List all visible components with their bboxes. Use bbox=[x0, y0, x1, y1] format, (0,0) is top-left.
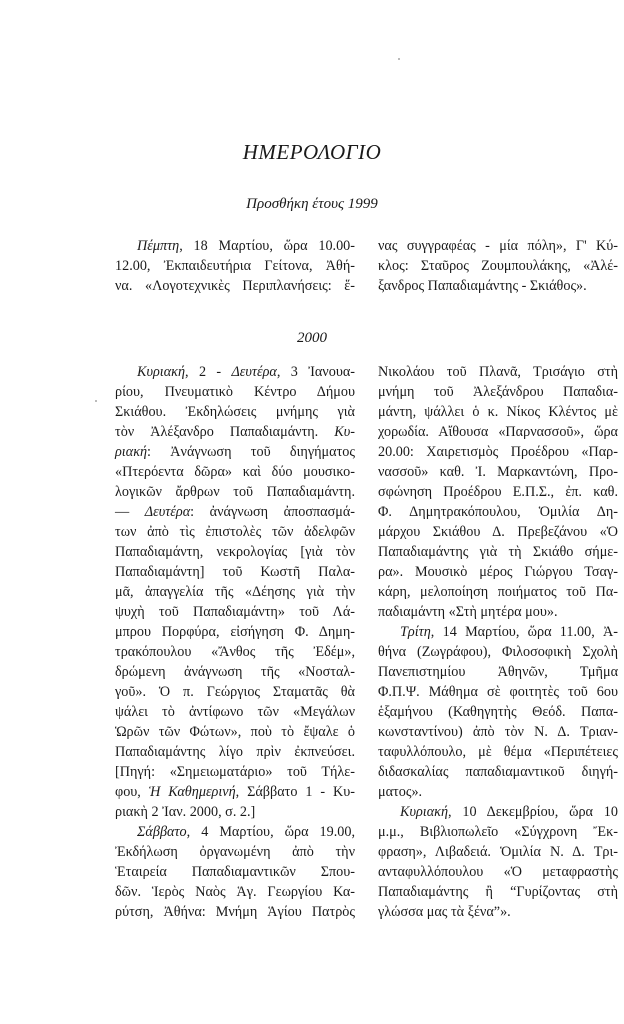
text-line bbox=[115, 602, 355, 622]
text-line bbox=[378, 622, 618, 642]
text-line bbox=[378, 402, 618, 422]
text-line bbox=[378, 642, 618, 662]
text-run: , 14 Μαρτίου, ὥρα 11.00, Ἀ- bbox=[430, 624, 618, 640]
text-line bbox=[378, 256, 618, 276]
text-run: γοῦ». Ὁ π. Γεώργιος Σταματᾶς θὰ bbox=[115, 684, 355, 700]
text-line bbox=[378, 682, 618, 702]
text-run: γλώσσα μας τὰ ξένα”». bbox=[378, 904, 511, 920]
italic-run: Σάββατο bbox=[137, 824, 187, 840]
text-run: Παπαδιαμάντης γιὰ τὴ Σκιάθο σήμε- bbox=[378, 544, 618, 560]
text-line bbox=[115, 382, 355, 402]
text-run: Παπαδιαμάντη, νεκρολογίας [γιὰ τὸν bbox=[115, 544, 355, 560]
text-run: τὸν Ἀλέξανδρο Παπαδιαμάντη. bbox=[115, 424, 335, 440]
text-line bbox=[115, 702, 355, 722]
text-run: να. «Λογοτεχνικὲς Περιπλανήσεις: ἕ- bbox=[115, 278, 355, 294]
text-run: 12.00, Ἐκπαιδευτήρια Γείτονα, Ἀθή- bbox=[115, 258, 355, 274]
text-run: ταφυλλόπουλο, μὲ θέμα «Περιπέτειες bbox=[378, 744, 618, 760]
text-run: Νικολάου τοῦ Πλανᾶ, Τρισάγιο στὴ bbox=[378, 364, 618, 380]
text-run: Σκιάθου. Ἐκδηλώσεις μνήμης γιὰ bbox=[115, 404, 355, 420]
text-run: κάρη, μελοποίηση ποιήματος τοῦ Πα- bbox=[378, 584, 618, 600]
text-line bbox=[115, 722, 355, 742]
text-line bbox=[115, 822, 355, 842]
text-run: θήνα (Ζωγράφου), Φιλοσοφικὴ Σχολὴ bbox=[378, 644, 618, 660]
text-line bbox=[378, 462, 618, 482]
text-run: , 10 Δεκεμβρίου, ὥρα 10 bbox=[448, 804, 618, 820]
text-line bbox=[378, 382, 618, 402]
text-run: : ἀνάγνωση ἀποσπασμά- bbox=[190, 504, 355, 520]
text-run: ἑξαμήνου (Καθηγητὴς Θεόδ. Παπα- bbox=[378, 704, 618, 720]
text-run: ριακὴ 2 Ἰαν. 2000, σ. 2.] bbox=[115, 804, 256, 820]
text-line bbox=[115, 362, 355, 382]
text-run: , Σάββατο 1 - Κυ- bbox=[235, 784, 355, 800]
text-run: Παπαδιαμάντης λίγο πρὶν ἐκπνεύσει. bbox=[115, 744, 355, 760]
text-line bbox=[378, 362, 618, 382]
text-run: φραση», Λιβαδειά. Ὁμιλία Ν. Δ. Τρι- bbox=[378, 844, 618, 860]
text-run: κωνσταντίνου) ἀπὸ τὸν Ν. Δ. Τριαν- bbox=[378, 724, 618, 740]
scan-speck bbox=[398, 58, 400, 60]
text-line bbox=[378, 542, 618, 562]
text-line bbox=[115, 562, 355, 582]
text-line bbox=[115, 762, 355, 782]
text-run: ανταφυλλόπουλου «Ὁ μεταφραστὴς bbox=[378, 864, 618, 880]
text-run: , 18 Μαρτίου, ὥρα 10.00- bbox=[179, 238, 355, 254]
text-line bbox=[378, 882, 618, 902]
text-line bbox=[115, 802, 355, 822]
text-run: μάντη, ψάλλει ὁ κ. Νίκος Κλέντος μὲ bbox=[378, 404, 618, 420]
text-run: [Πηγή: «Σημειωματάριο» τοῦ Τήλε- bbox=[115, 764, 355, 780]
text-run: Ἑταιρεία Παπαδιαμαντικῶν Σπου- bbox=[115, 864, 355, 880]
text-line bbox=[378, 502, 618, 522]
text-run: ψυχὴ τοῦ Παπαδιαμάντη» τοῦ Λά- bbox=[115, 604, 355, 620]
text-line bbox=[115, 236, 355, 256]
text-run: δρώμενη ἀνάγνωση τῆς «Νοσταλ- bbox=[115, 664, 355, 680]
text-run: ρα». Μουσικὸ μέρος Γιώργου Τσαγ- bbox=[378, 564, 618, 580]
text-run: Πανεπιστημίου Ἀθηνῶν, Τμῆμα bbox=[378, 664, 618, 680]
italic-run: Κυριακή bbox=[137, 364, 186, 380]
text-line bbox=[115, 502, 355, 522]
text-line bbox=[115, 902, 355, 922]
text-line bbox=[115, 782, 355, 802]
text-run: Παπαδιαμάντη] τοῦ Κωστῆ Παλα- bbox=[115, 564, 355, 580]
text-run: ξανδρος Παπαδιαμάντης - Σκιάθος». bbox=[378, 278, 587, 294]
year-heading-2000: 2000 bbox=[297, 330, 327, 346]
text-run: , 4 Μαρτίου, ὥρα 19.00, bbox=[186, 824, 355, 840]
text-line bbox=[115, 882, 355, 902]
text-line bbox=[378, 822, 618, 842]
text-line bbox=[378, 522, 618, 542]
section-subtitle-1999: Προσθήκη έτους 1999 bbox=[246, 196, 378, 212]
text-run: Ὡρῶν τῶν Φώτων», ποὺ τὸ ἔψαλε ὁ bbox=[115, 724, 355, 740]
text-run: μάρχου Σκιάθου Δ. Πρεβεζάνου «Ὁ bbox=[378, 524, 618, 540]
column-1999-right bbox=[378, 236, 618, 296]
italic-run: Τρίτη bbox=[400, 624, 431, 640]
text-run: , 3 Ἰανουα- bbox=[276, 364, 355, 380]
text-run: νασσοῦ» καθ. Ἰ. Μαρκαντώνη, Προ- bbox=[378, 464, 618, 480]
text-line bbox=[378, 722, 618, 742]
italic-run: Δευτέρα bbox=[144, 504, 191, 520]
column-2000-left bbox=[115, 362, 355, 922]
text-line bbox=[378, 602, 618, 622]
text-line bbox=[115, 582, 355, 602]
text-line bbox=[378, 422, 618, 442]
text-run: «Πτερόεντα δῶρα» καὶ δύο μουσικο- bbox=[115, 464, 355, 480]
text-line bbox=[115, 256, 355, 276]
text-line bbox=[115, 462, 355, 482]
text-run: διδασκαλίας παπαδιαμαντικοῦ διηγή- bbox=[378, 764, 618, 780]
text-run: νας συγγραφέας - μία πόλη», Γ' Κύ- bbox=[378, 238, 618, 254]
text-run: ψάλει τὸ ἀντίφωνο τῶν «Μεγάλων bbox=[115, 704, 355, 720]
text-line bbox=[378, 562, 618, 582]
text-line bbox=[378, 762, 618, 782]
text-run: φου, bbox=[115, 784, 149, 800]
text-run: χορωδία. Αἴθουσα «Παρνασσοῦ», ὥρα bbox=[378, 424, 618, 440]
text-line bbox=[115, 442, 355, 462]
text-run: Φ.Π.Ψ. Μάθημα σὲ φοιτητὲς τοῦ 6ου bbox=[378, 684, 618, 700]
text-line bbox=[115, 662, 355, 682]
text-run: σφώνηση Προέδρου Ε.Π.Σ., ἐπ. καθ. bbox=[378, 484, 618, 500]
text-run: Ἐκδήλωση ὀργανωμένη ἀπὸ τὴν bbox=[115, 844, 355, 860]
text-run: μνήμη τοῦ Ἀλεξάνδρου Παπαδια- bbox=[378, 384, 618, 400]
text-line bbox=[378, 802, 618, 822]
text-line bbox=[115, 482, 355, 502]
text-line bbox=[115, 742, 355, 762]
text-run: ρύτση, Ἀθήνα: Μνήμη Ἁγίου Πατρὸς bbox=[115, 904, 355, 920]
text-line bbox=[378, 862, 618, 882]
text-run: παδιαμάντη «Στὴ μητέρα μου». bbox=[378, 604, 558, 620]
text-run: μπρου Πορφύρα, εἰσήγηση Φ. Δημη- bbox=[115, 624, 355, 640]
text-line bbox=[378, 276, 618, 296]
page-title: ΗΜΕΡΟΛΟΓΙΟ bbox=[242, 140, 382, 164]
text-run: : Ἀνάγνωση τοῦ διηγήματος bbox=[147, 444, 355, 460]
text-line bbox=[115, 622, 355, 642]
text-line bbox=[378, 902, 618, 922]
text-line bbox=[115, 842, 355, 862]
italic-run: Κυριακή bbox=[400, 804, 449, 820]
text-run: — bbox=[115, 504, 145, 520]
text-line bbox=[115, 542, 355, 562]
column-1999-left bbox=[115, 236, 355, 296]
scan-speck bbox=[95, 400, 97, 402]
text-line bbox=[115, 522, 355, 542]
text-line bbox=[378, 702, 618, 722]
text-line bbox=[378, 742, 618, 762]
text-run: δῶν. Ἱερὸς Ναὸς Ἁγ. Γεωργίου Κα- bbox=[115, 884, 355, 900]
text-line bbox=[115, 402, 355, 422]
italic-run: Ἡ Καθημερινή bbox=[148, 784, 236, 800]
text-run: μᾶ, ἀπαγγελία τῆς «Δέησης γιὰ τὴν bbox=[115, 584, 355, 600]
text-run: 20.00: Χαιρετισμὸς Προέδρου «Παρ- bbox=[378, 444, 618, 460]
text-run: μ.μ., Βιβλιοπωλεῖο «Σύγχρονη Ἔκ- bbox=[378, 824, 618, 840]
italic-run: Πέμπτη bbox=[137, 238, 180, 254]
text-line bbox=[115, 682, 355, 702]
text-line bbox=[115, 422, 355, 442]
italic-run: Κυ- bbox=[334, 424, 355, 440]
italic-run: Δευτέρα bbox=[231, 364, 277, 380]
text-run: των ἀπὸ τὶς ἐπιστολὲς τῶν ἀδελφῶν bbox=[115, 524, 355, 540]
text-run: τρακόπουλου «Ἄνθος τῆς Ἐδέμ», bbox=[115, 644, 355, 660]
text-line bbox=[115, 276, 355, 296]
text-run: , 2 - bbox=[185, 364, 232, 380]
text-line bbox=[378, 842, 618, 862]
text-line bbox=[378, 236, 618, 256]
text-line bbox=[378, 662, 618, 682]
text-line bbox=[378, 442, 618, 462]
column-2000-right bbox=[378, 362, 618, 922]
text-run: Παπαδιαμάντης ἢ “Γυρίζοντας στὴ bbox=[378, 884, 618, 900]
text-run: λογικῶν ἄρθρων τοῦ Παπαδιαμάντη. bbox=[115, 484, 355, 500]
text-line bbox=[378, 582, 618, 602]
text-run: Φ. Δημητρακόπουλου, Ὁμιλία Δη- bbox=[378, 504, 618, 520]
text-run: ματος». bbox=[378, 784, 423, 800]
text-run: ρίου, Πνευματικὸ Κέντρο Δήμου bbox=[115, 384, 355, 400]
text-run: κλος: Σταῦρος Ζουμπουλάκης, «Ἀλέ- bbox=[378, 258, 618, 274]
text-line bbox=[378, 782, 618, 802]
text-line bbox=[378, 482, 618, 502]
text-line bbox=[115, 862, 355, 882]
text-line bbox=[115, 642, 355, 662]
italic-run: ριακή bbox=[115, 444, 148, 460]
